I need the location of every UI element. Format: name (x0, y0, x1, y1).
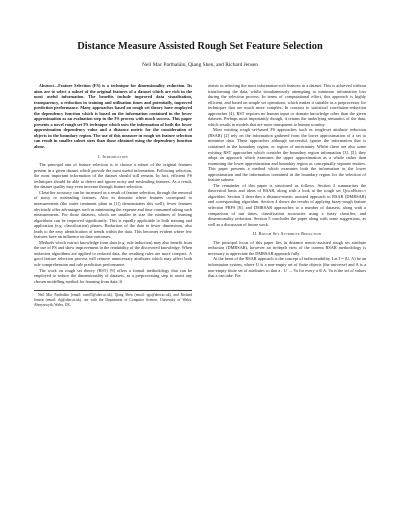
rsar-paragraph-2: At the heart of the RSAR approach is the concept of indiscernibility. Let I = (U, A) be an information system, where U is a non-empty set of finite objects (the universe) and A is a non-empty finite set of attributes so that a : U → Va for every a ∈ A. Va is the set of values that a can take. For (208, 256, 366, 279)
intro-paragraph-3: Methods which extract knowledge from data (e.g. rule induction) may also benefit from the use of FS and show improvement in the readability of the discovered knowledge. When induction algorithms are applied to reduced data, the resulting rules are more compact. A good feature selection process will remove unnecessary attributes which may affect both rule comprehension and rule prediction performance. (34, 239, 192, 267)
left-column (34, 83, 192, 483)
abstract-text: —Feature Selection (FS) is a technique for dimensionality reduction. Its aims are to select a subset of the original features of a dataset which are rich in the most useful information. The benefits include improved data visualisation, transparency, a reduction in training and utilisation times and potentially, improved prediction performance. Many approaches based on rough set theory have employed the dependency function which is based on the information contained in the lower approximation as an evaluation step in the FS process with much success. This paper presents a novel rough set FS technique which uses the information of both the lower approximation dependency value and a distance metric for the consideration of objects in the boundary region. The use of this measure in rough set feature selection can result in smaller subset sizes than those obtained using the dependency function alone. (34, 83, 192, 150)
author-footnote: Neil Mac Parthaláin (email: ncm05@aber.ac.uk), Qiang Shen (email: qqs@aber.ac.uk), and Richard Jensen (email: rkj@aber.ac.uk), are with the Department of Computer Science, University of Wales, Aberystwyth, Wales, UK. (34, 290, 192, 307)
quickreduct-name: QuickReduct (342, 188, 366, 194)
abstract-lead: Abstract (39, 83, 54, 88)
paper-title: Distance Measure Assisted Rough Set Feature Selection (77, 41, 323, 52)
right-paragraph-2: Most existing rough set-based FS approaches such as rough-set attribute reduction (RSAR) [2] rely on the information gathered from the lower approximation of a set to minimise data. These approaches although successful, ignore the information that is contained in the boundary region, or region of uncertainty. Whilst there are also some existing RST approaches which consider the boundary region information [3], [5], they adopt an approach which examines the upper approximation as a whole rather than examining the lower approximation and boundary region as conceptually separate entities. This paper presents a method which examines both the information in the lower approximation and the information contained in the boundary region for the selection of feature subsets. (208, 127, 366, 183)
right-column (208, 83, 366, 483)
two-column-body (34, 83, 366, 483)
intro-paragraph-2: Classifier accuracy can be increased as a result of feature selection, through the removal of noisy or misleading features. Also in domains where features correspond to measurements (the water treatment plant in [1]) demonstrates this well), fewer features obviously offer advantages such as minimising the expense and time consumed taking such measurements. For those datasets, which are smaller in size the runtimes of learning algorithms can be improved significantly. This is equally applicable to both training and application (e.g. classification) phases. Reduction of the data to fewer dimensions, also leads to the easy identification of trends within the data. This becomes evident where few features have an influence on data outcomes. (34, 189, 192, 240)
section-heading-rsar: II. Rough Set Attribute Reduction (252, 231, 322, 237)
right-paragraph-3 (208, 183, 366, 227)
abstract (34, 83, 192, 150)
right-paragraph-1: assists in selecting the most information-rich features in a dataset. This is achieved without transforming the data, whilst simultaneously attempting to minimise information loss during the selection process. In terms of computational effort, this approach is highly efficient, and based on simple set operations, which makes it suitable as a preprocessor for techniques that are much more complex. In contrast to statistical correlation-reduction approaches [4], RST requires no human input or domain knowledge other than the given datasets. Perhaps most importantly though, it retains the underlying semantics of the data, which results in models that are more transparent to human scrutiny. (208, 83, 366, 127)
structure-text-a: The remainder of this paper is structured as follows. Section 2 summarises the theoretical basis and ideas of RSAR, along with a look at the rough set (208, 182, 366, 194)
intro-paragraph-4: The work on rough set theory (RST) [9] offers a formal methodology that can be employed to reduce the dimensionality of datasets, as a preprocessing step to assist any chosen modelling method for learning from data. It (34, 267, 192, 284)
section-heading-introduction: I. Introduction (98, 153, 128, 159)
rsar-paragraph-1: The principal focus of this paper lies in distance metric-assisted rough set attribute reduction (DMRSAR), however an in-depth view of the current RSAR methodology is necessary to appreciate the DMRSAR approach fully. (208, 239, 366, 256)
structure-text-b: algorithm. Section 3 describes a distance-metric assisted approach to RSAR (DMRSAR) and corresponding algorithm. Section 4 shows the results of applying fuzzy-rough feature selection FRFS [6], and DMRSAR approaches to a number of datasets, along with a comparison of run times, classification accuracies using a fuzzy classifier, and dimensionality reduction. Section 5 concludes the paper along with some suggestions, as well as a discussion of future work. (208, 193, 366, 227)
author-list: Neil Mac Parthaláin, Qiang Shen, and Richard Jensen (141, 62, 259, 68)
intro-paragraph-1: The principal aim of feature selection is to choose a subset of the original features present in a given dataset which provide the most useful information. Following selection, the most important information of the dataset should still remain. In fact, efficient FS techniques should be able to detect and ignore noisy and misleading features. As a result, the dataset quality may even increase through feature selection. (34, 162, 192, 190)
